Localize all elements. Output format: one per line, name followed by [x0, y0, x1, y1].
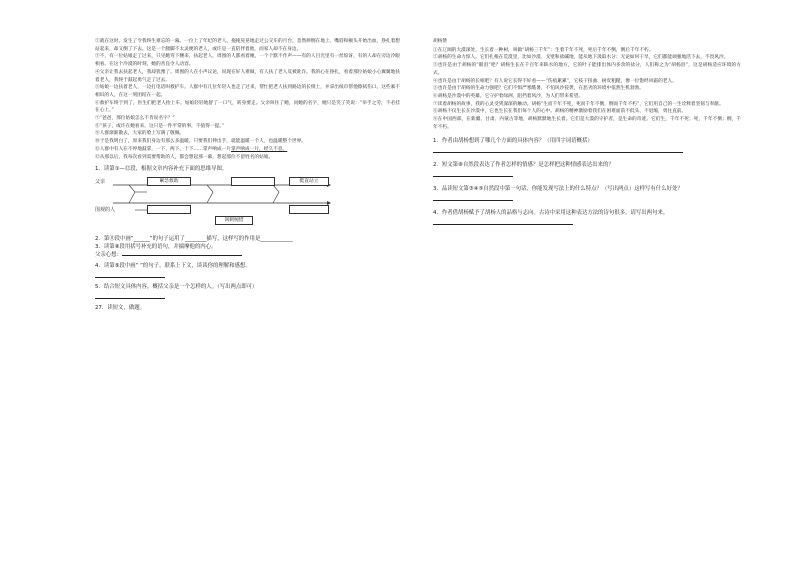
- answer-line[interactable]: [433, 169, 513, 177]
- right-paragraph-2: ②胡杨的生命力惊人。它们扎根在荒漠里，比如沙漠、戈壁和盐碱地，能从地下汲取水分；无论如何干旱，它们都能顽强地活下去，不畏风沙。: [433, 55, 729, 61]
- mind-map-diagram: [95, 177, 335, 229]
- father-thinks-label: 父亲心想：: [95, 252, 122, 259]
- diagram-father-label: 父亲: [95, 179, 106, 186]
- left-paragraph-11: [95, 146, 400, 154]
- answer-line[interactable]: [95, 270, 165, 278]
- left-question-5: 5．结合短文具体内容，概括父亲是一个怎样的人。（写出两点即可）: [95, 284, 258, 291]
- left-question-1: 1．读第①—⑫段，根据文章内容补充下面的思维导图。: [95, 166, 228, 173]
- left-paragraph-9: ⑨人群渐渐散去，大家的脸上写满了敬佩。: [95, 131, 185, 137]
- left-question-4: 4．读第⑨段中画“ ”的句子，联系上下文，谈谈你的理解和感想。: [95, 263, 251, 270]
- diagram-bystanders-label: 围观的人: [95, 207, 116, 214]
- diagram-box-empty-3[interactable]: [289, 205, 329, 214]
- right-paragraph-1: ①在辽阔的大漠深处，生长着一种树，叫做“胡杨三千年”：生着千年不死，死后千年不倒，倒后千年不朽。: [433, 47, 654, 53]
- right-question-4: 4．作者借胡杨赋予了胡杨人的品格与志向。古诗中采用这种表达方法的诗句很多，请写出两句来。: [433, 210, 669, 217]
- right-paragraph-7: ⑦读着胡杨的故事，我的心灵受到深深的触动。胡杨“生而千年不死，死而千年不倒，倒而千年不朽”，它们用自己的一生诠释着坚韧与奉献。: [433, 101, 724, 107]
- answer-line[interactable]: [433, 145, 683, 153]
- right-question-2: 2．短文第⑧自然段表达了作者怎样的情感？是怎样把这种情感表达出来的？: [433, 162, 614, 169]
- left-paragraph-11-underlined: 掌声响成一片，经久不息。: [230, 146, 288, 152]
- left-paragraph-11-text: ⑪人群中有人在不停地鼓掌，一下，两下，十下……掌声响成一片: [95, 146, 231, 152]
- left-paragraph-12: ⑫从那以后，我每次看到需要帮助的人，都会想起那一幕，想起那位不留姓名的姑娘。: [95, 154, 274, 160]
- right-paragraph-4: ④也许是由于胡杨的长相吧？有人说它长得不好看——“伤痕累累”，它枝干扭曲、树皮粗糙，像一位饱经风霜的老人。: [433, 78, 677, 84]
- left-paragraph-5: ⑤姑娘一边扶着老人，一边打电话叫救护车。人群中有几位年轻人也走了过来，帮忙把老人扶到路边的长椅上，并拿出纸巾帮他擦拭伤口。这些素不相识的人，在这一刻团结在一起。: [95, 85, 400, 98]
- left-paragraph-2: ②就在这时，发生了令我终生难忘的一幕。一位上了年纪的老人，拖拖晃晃地走过公交车的月台，忽然摔倒在地上。嘴唇和额头开始出血，挣扎着想站起来，却又倒了下去。这是一个腿脚不太灵便的老人，或许是一直陪伴着他，而家人却不在身边。: [95, 39, 400, 52]
- left-column: [95, 38, 400, 312]
- answer-line[interactable]: [95, 291, 165, 299]
- diagram-box-mocking: 讽刺惋惜: [215, 216, 253, 225]
- left-paragraph-10: ⑩于是我明白了，原来我们身边有那么多温暖。只要我们伸出手，就能温暖一个人，也温暖整个世界。: [95, 139, 306, 145]
- answer-blank[interactable]: [122, 255, 242, 256]
- right-question-3: 3．品读短文第③④⑤自然段中第一句话，你能发现写法上的什么特点？（写出两点）这样写有什么好处？: [433, 186, 683, 193]
- left-paragraph-8: ⑧“孩子，或许在她看来，这只是一件平常的事，不值得一提。”: [95, 123, 225, 129]
- left-paragraph-7: ⑦“爸爸，那位姑娘怎么不肯说名字？”: [95, 116, 175, 122]
- right-title: 胡杨赞: [433, 39, 448, 44]
- right-paragraph-6: ⑥胡杨是沙漠中的英雄。它守护着绿洲，阻挡着风沙，为人们带来希望。: [433, 93, 584, 99]
- answer-line[interactable]: [433, 193, 513, 201]
- right-paragraph-9: ⑨在中国西部，在新疆、甘肃、内蒙古等地，胡杨默默地生长着。它们是大漠的守护者，是生命的奇迹。它们生，千年不死；死，千年不倒；倒，千年不朽。: [433, 117, 741, 130]
- answer-line[interactable]: [433, 217, 573, 225]
- left-paragraph-3: ③不，有一位姑娘走了过来，只见她弯下腰来，扶起老人，周围的人都看着她，一个个默不作声——有的人目光里有一丝惊讶，有的人却在旁边冷眼相看。在这个冷漠的时刻，她的善良令人动容。: [95, 54, 400, 68]
- left-question-2: 2．第⑪段中画“______”的句子运用了________描写，这样写的作用是____________: [95, 236, 293, 243]
- right-paragraph-3: ③也许是由于胡杨的“眼泪”吧？胡杨生长在千百年来缺水的地方，它的叶子能排出体内多余的盐分，人们称之为“胡杨泪”，这是胡杨适应环境的方式。: [433, 63, 741, 76]
- diagram-box-emergency: 紧急救助: [147, 177, 191, 186]
- left-question-3: 3．读第⑧段用括号补充的语句，并揣摩他的内心。: [95, 244, 217, 251]
- diagram-box-standing: 挺直站立: [289, 177, 329, 186]
- diagram-box-empty-2[interactable]: [147, 205, 191, 214]
- left-paragraph-4: ④父亲让我去扶起老人，我却犹豫了。周围的人在小声议论，说现在好人难做，有人扶了老人反被讹诈。我的心在挣扎，看着那位姑娘小心翼翼地扶着老人，我终于鼓起勇气走了过去。: [95, 69, 400, 83]
- left-paragraph-6: ⑥救护车终于到了，医生们把老人抬上车。姑娘轻轻地舒了一口气，转身要走。父亲叫住了她，问她的名字，她只是笑了笑说：“举手之劳，不必挂在心上。”: [95, 100, 400, 114]
- right-question-1: 1．作者由胡杨想到了哪几个方面的具体内容？（用四字词语概括）: [433, 138, 593, 145]
- right-column: [433, 38, 741, 225]
- right-paragraph-5: ⑤也许是由于胡杨的生命力强吧？它们不惧严寒酷暑，不怕风沙侵袭，在恶劣的环境中依然生机勃勃。: [433, 86, 644, 92]
- diagram-box-empty-1[interactable]: [231, 177, 275, 186]
- left-question-27: 27．读短文，做题。: [95, 305, 145, 312]
- left-question-3-prompt: [95, 251, 400, 259]
- right-paragraph-8: ⑧胡杨不仅生长在沙漠中，它也生长在我们每个人的心中。胡杨的精神激励着我们在困难面前不低头、不退缩，勇往直前。: [433, 109, 687, 115]
